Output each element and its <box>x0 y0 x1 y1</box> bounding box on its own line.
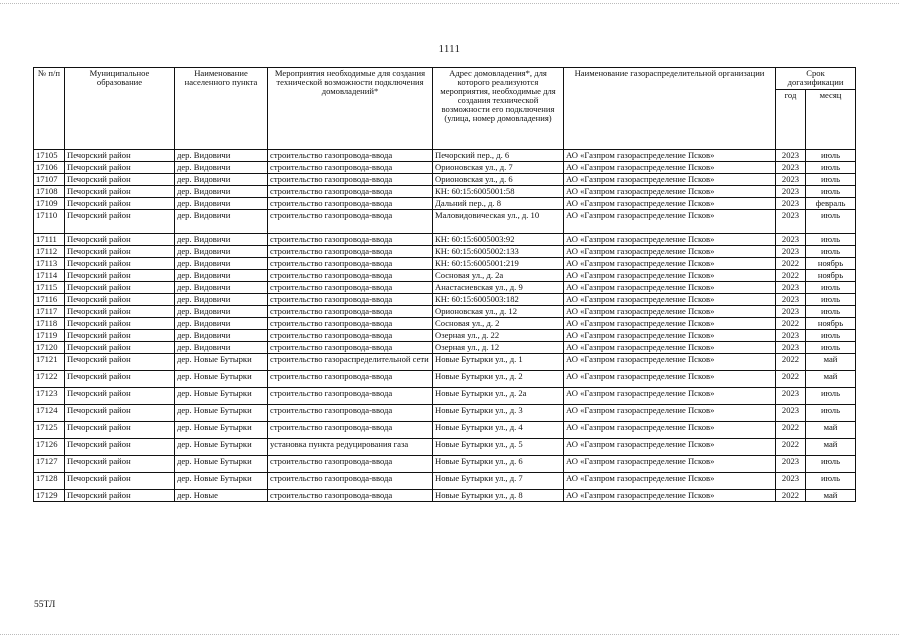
cell-month: май <box>806 422 856 439</box>
cell-measure: строительство газопровода-ввода <box>268 306 433 318</box>
cell-address: Новые Бутырки ул., д. 4 <box>433 422 564 439</box>
cell-address: Орионовская ул., д. 6 <box>433 174 564 186</box>
cell-measure: строительство газопровода-ввода <box>268 258 433 270</box>
cell-organization: АО «Газпром газораспределение Псков» <box>564 342 776 354</box>
table-row <box>34 294 856 306</box>
cell-year: 2023 <box>776 150 806 162</box>
table-row <box>34 210 856 234</box>
cell-locality: дер. Видовичи <box>175 198 268 210</box>
cell-measure: строительство газопровода-ввода <box>268 422 433 439</box>
cell-municipality: Печорский район <box>65 282 175 294</box>
cell-locality: дер. Новые Бутырки <box>175 439 268 456</box>
cell-year: 2023 <box>776 306 806 318</box>
cell-year: 2023 <box>776 246 806 258</box>
cell-locality: дер. Видовичи <box>175 342 268 354</box>
cell-month: июль <box>806 210 856 234</box>
table-row <box>34 388 856 405</box>
cell-measure: строительство газопровода-ввода <box>268 330 433 342</box>
cell-year: 2023 <box>776 405 806 422</box>
table-row <box>34 258 856 270</box>
cell-organization: АО «Газпром газораспределение Псков» <box>564 234 776 246</box>
cell-locality: дер. Видовичи <box>175 294 268 306</box>
scan-edge-bottom <box>0 634 899 636</box>
header-term: Срок догазификации <box>776 68 856 90</box>
cell-address: Орионовская ул., д. 7 <box>433 162 564 174</box>
cell-num: 17125 <box>34 422 65 439</box>
cell-num: 17124 <box>34 405 65 422</box>
cell-measure: строительство газопровода-ввода <box>268 162 433 174</box>
cell-measure: строительство газопровода-ввода <box>268 234 433 246</box>
table-row <box>34 186 856 198</box>
cell-num: 17112 <box>34 246 65 258</box>
cell-measure: строительство газопровода-ввода <box>268 318 433 330</box>
cell-municipality: Печорский район <box>65 306 175 318</box>
table-row <box>34 405 856 422</box>
cell-num: 17118 <box>34 318 65 330</box>
cell-measure: строительство газопровода-ввода <box>268 456 433 473</box>
cell-municipality: Печорский район <box>65 342 175 354</box>
cell-year: 2023 <box>776 388 806 405</box>
cell-month: май <box>806 490 856 502</box>
cell-municipality: Печорский район <box>65 270 175 282</box>
cell-municipality: Печорский район <box>65 318 175 330</box>
cell-num: 17127 <box>34 456 65 473</box>
cell-month: ноябрь <box>806 258 856 270</box>
footer-code: 55ТЛ <box>34 600 56 610</box>
cell-organization: АО «Газпром газораспределение Псков» <box>564 473 776 490</box>
table-row <box>34 490 856 502</box>
cell-year: 2023 <box>776 294 806 306</box>
cell-measure: строительство газопровода-ввода <box>268 388 433 405</box>
cell-municipality: Печорский район <box>65 439 175 456</box>
cell-organization: АО «Газпром газораспределение Псков» <box>564 330 776 342</box>
cell-month: июль <box>806 388 856 405</box>
cell-year: 2023 <box>776 282 806 294</box>
cell-year: 2022 <box>776 354 806 371</box>
cell-organization: АО «Газпром газораспределение Псков» <box>564 282 776 294</box>
header-address: Адрес домовладения*, для которого реализуются мероприятия, необходимые для создания технической возможности его подключения (улица, номер домовладения) <box>433 68 564 150</box>
cell-locality: дер. Видовичи <box>175 330 268 342</box>
cell-month: июль <box>806 306 856 318</box>
cell-locality: дер. Видовичи <box>175 270 268 282</box>
cell-organization: АО «Газпром газораспределение Псков» <box>564 439 776 456</box>
cell-address: Новые Бутырки ул., д. 8 <box>433 490 564 502</box>
cell-organization: АО «Газпром газораспределение Псков» <box>564 294 776 306</box>
cell-num: 17126 <box>34 439 65 456</box>
cell-num: 17121 <box>34 354 65 371</box>
table-row <box>34 318 856 330</box>
cell-locality: дер. Новые Бутырки <box>175 371 268 388</box>
cell-month: июль <box>806 282 856 294</box>
cell-municipality: Печорский район <box>65 490 175 502</box>
cell-locality: дер. Видовичи <box>175 282 268 294</box>
cell-measure: строительство газопровода-ввода <box>268 342 433 354</box>
header-locality: Наименование населенного пункта <box>175 68 268 150</box>
cell-address: КН: 60:15:6005001:58 <box>433 186 564 198</box>
cell-municipality: Печорский район <box>65 174 175 186</box>
cell-measure: строительство газораспределительной сети <box>268 354 433 371</box>
cell-num: 17119 <box>34 330 65 342</box>
cell-year: 2023 <box>776 456 806 473</box>
gasification-table <box>33 67 856 502</box>
cell-month: июль <box>806 473 856 490</box>
table-row <box>34 150 856 162</box>
cell-month: июль <box>806 342 856 354</box>
cell-measure: строительство газопровода-ввода <box>268 174 433 186</box>
cell-locality: дер. Видовичи <box>175 162 268 174</box>
cell-municipality: Печорский район <box>65 371 175 388</box>
cell-year: 2022 <box>776 422 806 439</box>
header-organization: Наименование газораспределительной организации <box>564 68 776 150</box>
cell-locality: дер. Видовичи <box>175 258 268 270</box>
cell-address: Новые Бутырки ул., д. 2 <box>433 371 564 388</box>
cell-year: 2023 <box>776 330 806 342</box>
cell-month: июль <box>806 186 856 198</box>
cell-address: Сосновая ул., д. 2а <box>433 270 564 282</box>
cell-locality: дер. Новые Бутырки <box>175 388 268 405</box>
table-row <box>34 422 856 439</box>
cell-month: май <box>806 354 856 371</box>
table-row <box>34 473 856 490</box>
cell-address: КН: 60:15:6005003:182 <box>433 294 564 306</box>
table-row <box>34 234 856 246</box>
cell-municipality: Печорский район <box>65 258 175 270</box>
cell-measure: строительство газопровода-ввода <box>268 490 433 502</box>
cell-measure: строительство газопровода-ввода <box>268 150 433 162</box>
cell-num: 17123 <box>34 388 65 405</box>
cell-organization: АО «Газпром газораспределение Псков» <box>564 371 776 388</box>
cell-organization: АО «Газпром газораспределение Псков» <box>564 150 776 162</box>
cell-locality: дер. Новые Бутырки <box>175 456 268 473</box>
header-month: месяц <box>806 90 856 150</box>
cell-measure: строительство газопровода-ввода <box>268 210 433 234</box>
cell-month: май <box>806 439 856 456</box>
cell-month: июль <box>806 456 856 473</box>
cell-num: 17110 <box>34 210 65 234</box>
cell-month: июль <box>806 330 856 342</box>
cell-address: Анастасиевская ул., д. 9 <box>433 282 564 294</box>
cell-num: 17113 <box>34 258 65 270</box>
cell-organization: АО «Газпром газораспределение Псков» <box>564 354 776 371</box>
table-row <box>34 354 856 371</box>
cell-locality: дер. Новые <box>175 490 268 502</box>
cell-num: 17129 <box>34 490 65 502</box>
cell-address: Дальний пер., д. 8 <box>433 198 564 210</box>
table-row <box>34 456 856 473</box>
cell-measure: строительство газопровода-ввода <box>268 282 433 294</box>
cell-month: июль <box>806 294 856 306</box>
cell-organization: АО «Газпром газораспределение Псков» <box>564 388 776 405</box>
header-num: № п/п <box>34 68 65 150</box>
cell-measure: установка пункта редуцирования газа <box>268 439 433 456</box>
cell-locality: дер. Новые Бутырки <box>175 405 268 422</box>
cell-address: Новые Бутырки ул., д. 3 <box>433 405 564 422</box>
cell-organization: АО «Газпром газораспределение Псков» <box>564 246 776 258</box>
cell-organization: АО «Газпром газораспределение Псков» <box>564 405 776 422</box>
cell-num: 17109 <box>34 198 65 210</box>
cell-address: Орионовская ул., д. 12 <box>433 306 564 318</box>
table-row <box>34 270 856 282</box>
cell-num: 17111 <box>34 234 65 246</box>
cell-municipality: Печорский район <box>65 294 175 306</box>
table-body <box>34 150 856 502</box>
cell-num: 17122 <box>34 371 65 388</box>
cell-locality: дер. Новые Бутырки <box>175 354 268 371</box>
cell-municipality: Печорский район <box>65 388 175 405</box>
header-row <box>34 68 856 90</box>
cell-month: июль <box>806 246 856 258</box>
cell-month: июль <box>806 405 856 422</box>
cell-year: 2022 <box>776 439 806 456</box>
cell-year: 2023 <box>776 174 806 186</box>
cell-measure: строительство газопровода-ввода <box>268 246 433 258</box>
cell-year: 2023 <box>776 210 806 234</box>
cell-month: ноябрь <box>806 270 856 282</box>
cell-municipality: Печорский район <box>65 456 175 473</box>
cell-locality: дер. Видовичи <box>175 306 268 318</box>
cell-address: КН: 60:15:6005003:92 <box>433 234 564 246</box>
cell-measure: строительство газопровода-ввода <box>268 405 433 422</box>
table-row <box>34 371 856 388</box>
cell-organization: АО «Газпром газораспределение Псков» <box>564 198 776 210</box>
table-row <box>34 306 856 318</box>
cell-municipality: Печорский район <box>65 473 175 490</box>
cell-num: 17107 <box>34 174 65 186</box>
cell-measure: строительство газопровода-ввода <box>268 371 433 388</box>
cell-locality: дер. Видовичи <box>175 246 268 258</box>
cell-month: июль <box>806 162 856 174</box>
cell-year: 2022 <box>776 318 806 330</box>
cell-num: 17116 <box>34 294 65 306</box>
table-row <box>34 174 856 186</box>
cell-organization: АО «Газпром газораспределение Псков» <box>564 422 776 439</box>
cell-organization: АО «Газпром газораспределение Псков» <box>564 210 776 234</box>
cell-month: ноябрь <box>806 318 856 330</box>
cell-municipality: Печорский район <box>65 246 175 258</box>
header-municipality: Муниципальное образование <box>65 68 175 150</box>
table-row <box>34 439 856 456</box>
scan-edge-top <box>0 3 899 5</box>
cell-num: 17105 <box>34 150 65 162</box>
table-row <box>34 246 856 258</box>
cell-year: 2023 <box>776 473 806 490</box>
cell-organization: АО «Газпром газораспределение Псков» <box>564 174 776 186</box>
cell-locality: дер. Новые Бутырки <box>175 473 268 490</box>
cell-measure: строительство газопровода-ввода <box>268 473 433 490</box>
cell-num: 17114 <box>34 270 65 282</box>
cell-address: Сосновая ул., д. 2 <box>433 318 564 330</box>
cell-municipality: Печорский район <box>65 354 175 371</box>
cell-municipality: Печорский район <box>65 405 175 422</box>
cell-num: 17128 <box>34 473 65 490</box>
cell-locality: дер. Видовичи <box>175 234 268 246</box>
page-number: 1111 <box>438 44 461 55</box>
cell-address: Новые Бутырки ул., д. 6 <box>433 456 564 473</box>
cell-month: февраль <box>806 198 856 210</box>
cell-year: 2023 <box>776 186 806 198</box>
cell-organization: АО «Газпром газораспределение Псков» <box>564 270 776 282</box>
cell-municipality: Печорский район <box>65 150 175 162</box>
cell-measure: строительство газопровода-ввода <box>268 198 433 210</box>
cell-address: Озерная ул., д. 12 <box>433 342 564 354</box>
cell-measure: строительство газопровода-ввода <box>268 186 433 198</box>
header-measures: Мероприятия необходимые для создания технической возможности подключения домовладений* <box>268 68 433 150</box>
cell-month: июль <box>806 174 856 186</box>
cell-address: Новые Бутырки ул., д. 2а <box>433 388 564 405</box>
cell-year: 2022 <box>776 258 806 270</box>
cell-locality: дер. Видовичи <box>175 186 268 198</box>
cell-year: 2023 <box>776 198 806 210</box>
cell-organization: АО «Газпром газораспределение Псков» <box>564 490 776 502</box>
cell-municipality: Печорский район <box>65 234 175 246</box>
cell-measure: строительство газопровода-ввода <box>268 294 433 306</box>
cell-address: КН: 60:15:6005002:133 <box>433 246 564 258</box>
cell-organization: АО «Газпром газораспределение Псков» <box>564 258 776 270</box>
cell-organization: АО «Газпром газораспределение Псков» <box>564 456 776 473</box>
cell-organization: АО «Газпром газораспределение Псков» <box>564 186 776 198</box>
cell-month: июль <box>806 150 856 162</box>
cell-num: 17106 <box>34 162 65 174</box>
cell-num: 17120 <box>34 342 65 354</box>
cell-address: Новые Бутырки ул., д. 7 <box>433 473 564 490</box>
cell-num: 17115 <box>34 282 65 294</box>
cell-num: 17117 <box>34 306 65 318</box>
cell-year: 2023 <box>776 342 806 354</box>
cell-month: июль <box>806 234 856 246</box>
cell-municipality: Печорский район <box>65 330 175 342</box>
cell-locality: дер. Новые Бутырки <box>175 422 268 439</box>
cell-address: Новые Бутырки ул., д. 5 <box>433 439 564 456</box>
cell-year: 2022 <box>776 371 806 388</box>
cell-year: 2023 <box>776 162 806 174</box>
cell-organization: АО «Газпром газораспределение Псков» <box>564 306 776 318</box>
table-row <box>34 342 856 354</box>
table-row <box>34 198 856 210</box>
cell-year: 2022 <box>776 270 806 282</box>
table-row <box>34 330 856 342</box>
cell-organization: АО «Газпром газораспределение Псков» <box>564 318 776 330</box>
cell-measure: строительство газопровода-ввода <box>268 270 433 282</box>
cell-locality: дер. Видовичи <box>175 150 268 162</box>
cell-municipality: Печорский район <box>65 210 175 234</box>
cell-municipality: Печорский район <box>65 186 175 198</box>
cell-locality: дер. Видовичи <box>175 318 268 330</box>
cell-num: 17108 <box>34 186 65 198</box>
cell-address: Маловидовическая ул., д. 10 <box>433 210 564 234</box>
cell-address: КН: 60:15:6005001:219 <box>433 258 564 270</box>
cell-month: май <box>806 371 856 388</box>
header-year: год <box>776 90 806 150</box>
cell-year: 2023 <box>776 234 806 246</box>
cell-address: Печорский пер., д. 6 <box>433 150 564 162</box>
cell-year: 2022 <box>776 490 806 502</box>
table-row <box>34 282 856 294</box>
cell-municipality: Печорский район <box>65 162 175 174</box>
cell-address: Новые Бутырки ул., д. 1 <box>433 354 564 371</box>
cell-locality: дер. Видовичи <box>175 174 268 186</box>
cell-address: Озерная ул., д. 22 <box>433 330 564 342</box>
cell-municipality: Печорский район <box>65 422 175 439</box>
table-row <box>34 162 856 174</box>
cell-municipality: Печорский район <box>65 198 175 210</box>
cell-locality: дер. Видовичи <box>175 210 268 234</box>
cell-organization: АО «Газпром газораспределение Псков» <box>564 162 776 174</box>
